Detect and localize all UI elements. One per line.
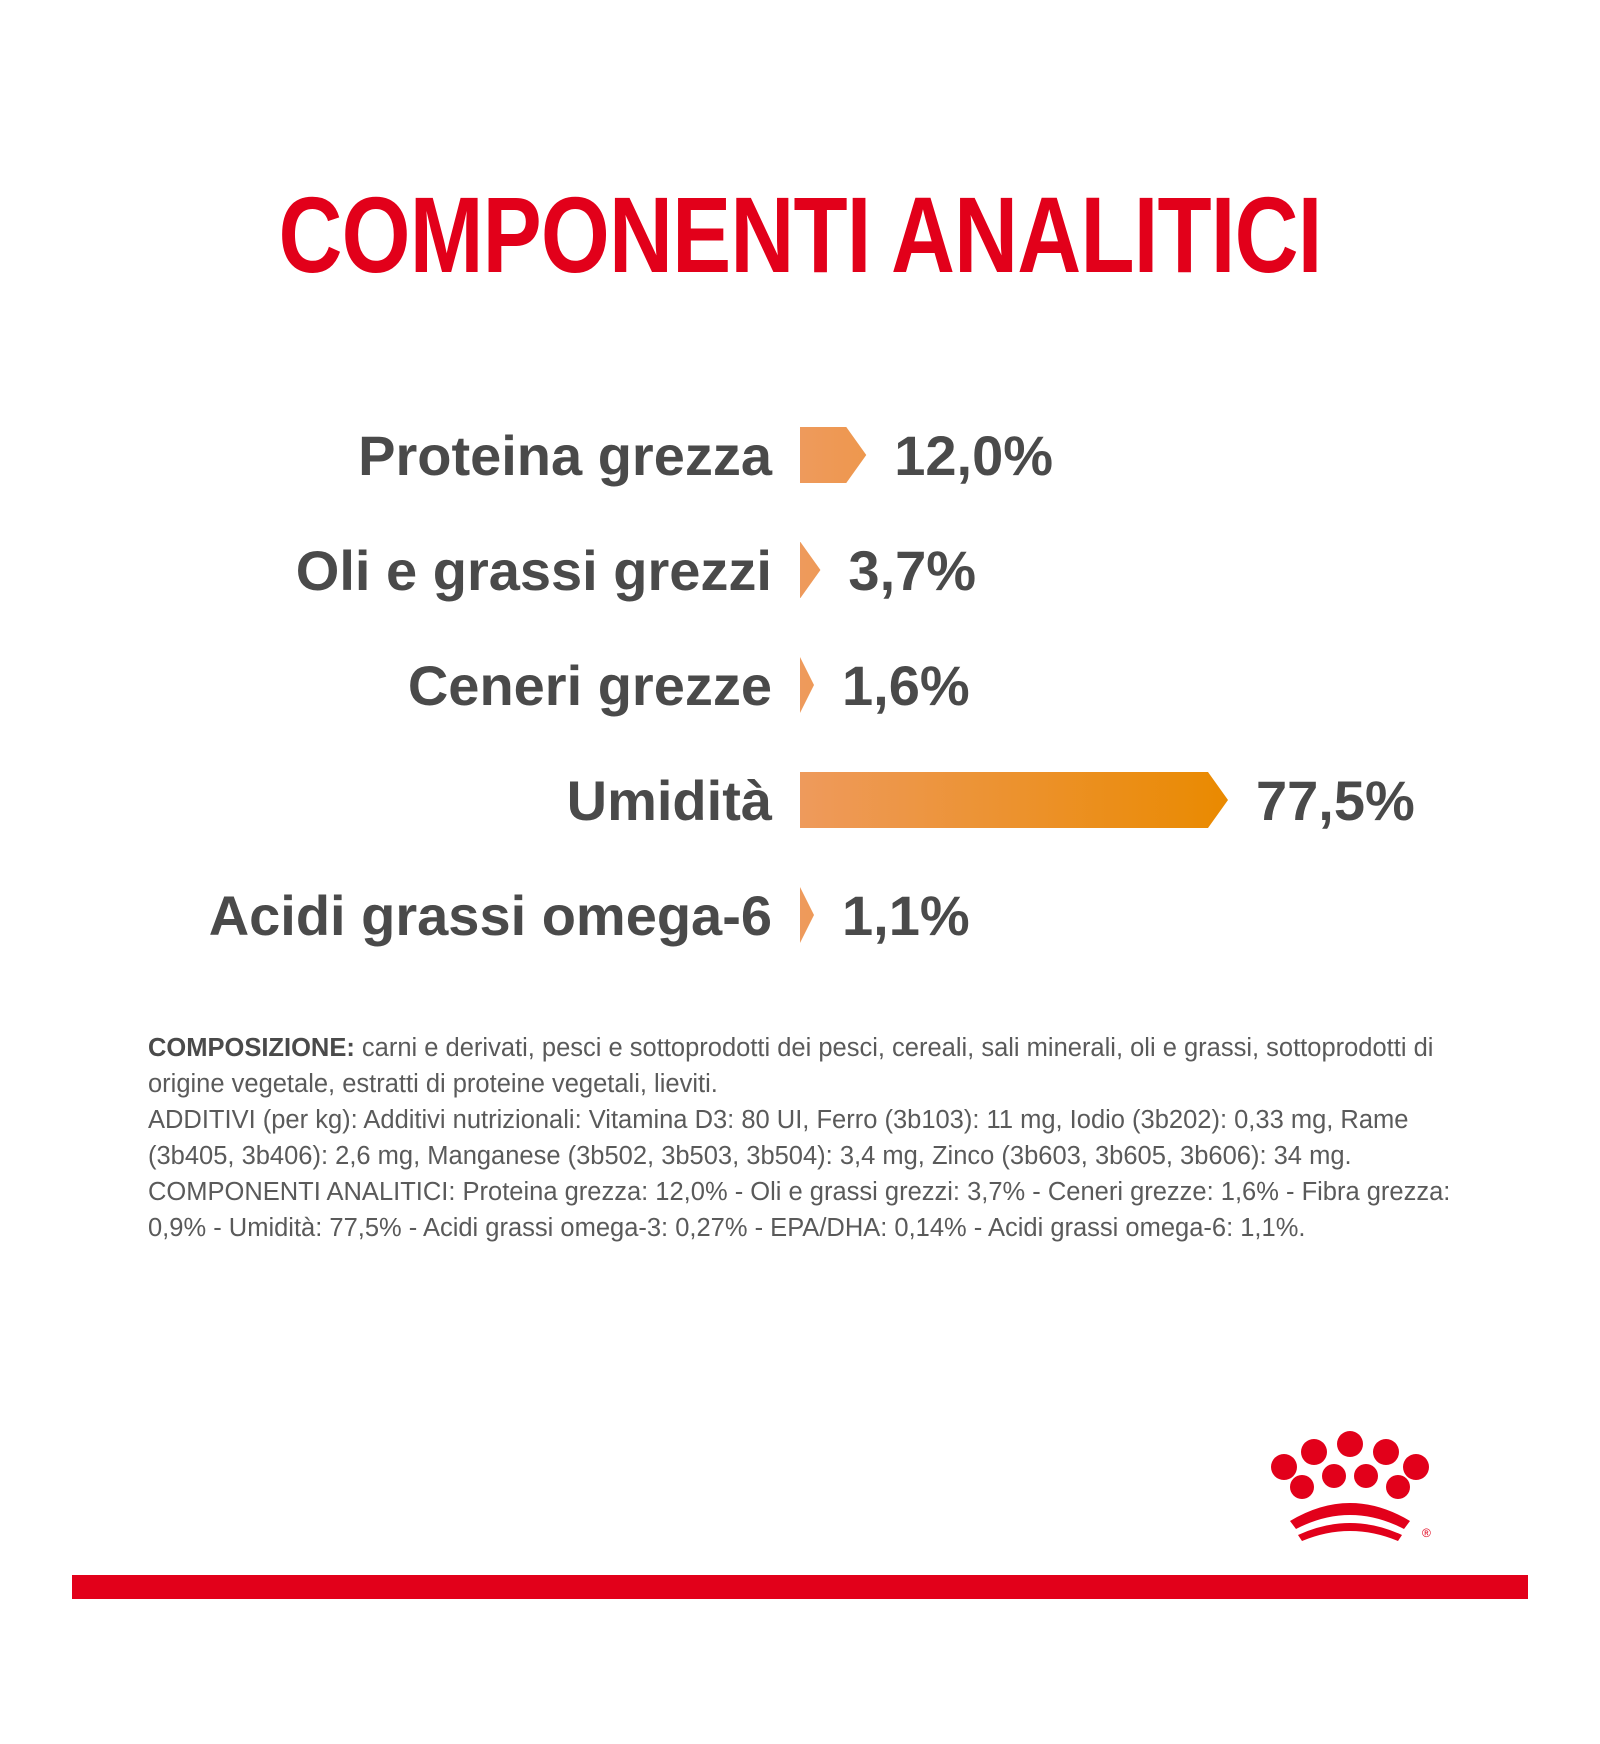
category-label: Oli e grassi grezzi [295,539,772,602]
value-label: 77,5% [1256,769,1415,832]
category-label: Ceneri grezze [407,654,772,717]
nutrient-bar-chart [0,400,1600,980]
bar [800,657,814,713]
crown-dot-icon [1403,1454,1429,1480]
bar [800,887,814,943]
bar [800,542,820,598]
composition-heading: COMPOSIZIONE: [148,1034,355,1062]
registered-mark: ® [1422,1526,1431,1540]
category-label: Proteina grezza [358,424,772,487]
page-title: COMPONENTI ANALITICI [278,174,1322,295]
value-label: 1,1% [842,884,970,947]
value-label: 12,0% [894,424,1054,487]
value-label: 3,7% [848,539,977,602]
composition-ingredients: carni e derivati, pesci e sottoprodotti dei pesci, cereali, sali minerali, oli e grassi, sottoprodotti di origine vegetale, estratti di proteine vegetali, lieviti. [148,1034,1434,1098]
royal-canin-crown-logo [1262,1425,1462,1545]
crown-dot-icon [1373,1439,1399,1465]
crown-dot-icon [1337,1431,1363,1457]
bar [800,772,1228,828]
crown-dot-icon [1386,1475,1410,1499]
value-label: 1,6% [842,654,970,717]
crown-arc-icon [1298,1523,1402,1541]
composition-text [148,1030,1478,1246]
category-label: Umidità [566,769,772,832]
crown-dot-icon [1301,1439,1327,1465]
crown-dot-icon [1354,1464,1378,1488]
bar [800,427,866,483]
crown-dot-icon [1290,1475,1314,1499]
category-label: Acidi grassi omega-6 [208,884,772,947]
crown-dot-icon [1271,1454,1297,1480]
additives-text: ADDITIVI (per kg): Additivi nutrizionali: Vitamina D3: 80 UI, Ferro (3b103): 11 mg, Iodio (3b202): 0,33 mg, Rame (3b405, 3b406): 2,6 mg, Manganese (3b502, 3b503, 3b504): 3,4 mg, Zinco (3b603, 3b605, 3b606): 34 mg. [148,1106,1409,1170]
crown-dot-icon [1322,1464,1346,1488]
brand-footer-bar [72,1575,1528,1599]
analytical-components-text: COMPONENTI ANALITICI: Proteina grezza: 12,0% - Oli e grassi grezzi: 3,7% - Ceneri grezze: 1,6% - Fibra grezza: 0,9% - Umidità: 77,5% - Acidi grassi omega-3: 0,27% - EPA/DHA: 0,14% - Acidi grassi omega-6: 1,1%. [148,1178,1451,1242]
